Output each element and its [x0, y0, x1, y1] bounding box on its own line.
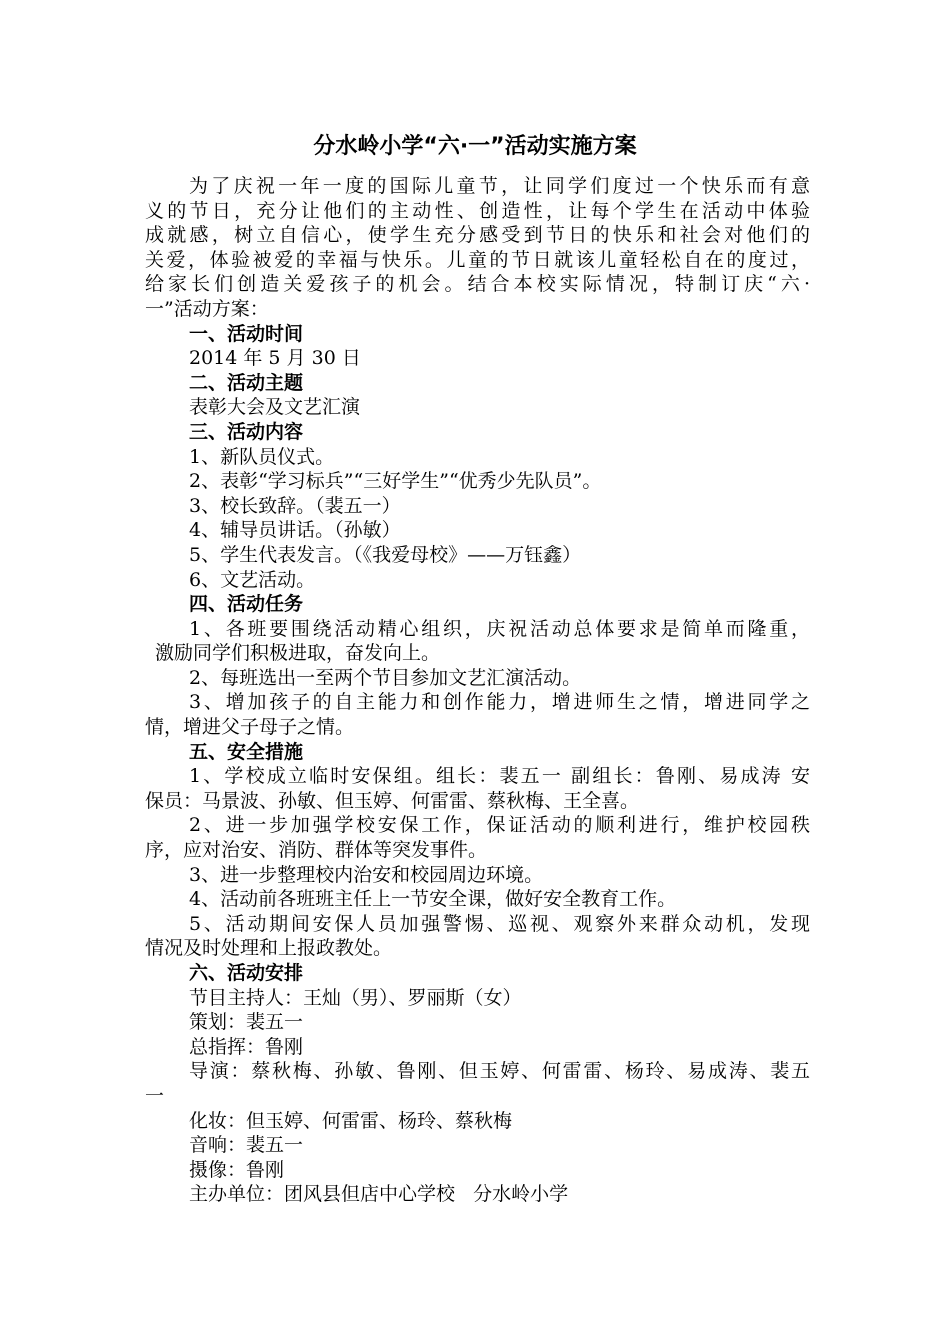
- arrangement-guide: 导演：蔡秋梅、孙敏、鲁刚、但玉婷、何雷雷、杨玲、易成涛、裴五: [189, 1060, 810, 1083]
- content-item: 5、学生代表发言。（《我爱母校》——万钰鑫）: [189, 543, 582, 566]
- activity-date: 2014 年 5 月 30 日: [189, 347, 361, 370]
- section-heading-tasks: 四、活动任务: [189, 593, 304, 616]
- task-item: 2、每班选出一至两个节目参加文艺汇演活动。: [189, 666, 582, 689]
- document-title: 分水岭小学“六·一”活动实施方案: [313, 134, 637, 159]
- arrangement-planner: 策划：裴五一: [189, 1011, 304, 1034]
- arrangement-makeup: 化妆：但玉婷、何雷雷、杨玲、蔡秋梅: [189, 1109, 513, 1132]
- intro-line: 给家长们创造关爱孩子的机会。结合本校实际情况，特制订庆“六·: [145, 273, 810, 296]
- arrangement-guide: 一: [145, 1084, 165, 1107]
- content-item: 4、辅导员讲话。（孙敏）: [189, 519, 401, 542]
- section-heading-time: 一、活动时间: [189, 322, 304, 345]
- section-heading-theme: 二、活动主题: [189, 371, 304, 394]
- document-body: [145, 174, 810, 1207]
- intro-line: 关爱，体验被爱的幸福与快乐。儿童的节日就该儿童轻松自在的度过，: [145, 248, 810, 271]
- intro-line: 一”活动方案：: [145, 297, 269, 320]
- safety-item: 4、活动前各班班主任上一节安全课，做好安全教育工作。: [189, 888, 677, 911]
- task-item: 情，增进父子母子之情。: [145, 716, 355, 739]
- section-heading-content: 三、活动内容: [189, 420, 304, 443]
- safety-item: 情况及时处理和上报政教处。: [145, 937, 393, 960]
- safety-item: 5、活动期间安保人员加强警惕、巡视、观察外来群众动机，发现: [189, 912, 810, 935]
- content-item: 3、校长致辞。（裴五一）: [189, 494, 401, 517]
- intro-line: 义的节日，充分让他们的主动性、创造性，让每个学生在活动中体验: [145, 199, 810, 222]
- arrangement-organizer: 主办单位：团风县但店中心学校 分水岭小学: [189, 1183, 569, 1206]
- section-heading-arrangement: 六、活动安排: [189, 962, 304, 984]
- arrangement-director: 总指挥：鲁刚: [189, 1035, 304, 1058]
- task-item: 激励同学们积极进取，奋发向上。: [155, 642, 441, 665]
- content-item: 1、新队员仪式。: [189, 445, 335, 468]
- intro-paragraph: [145, 174, 810, 322]
- task-item: 3、增加孩子的自主能力和创作能力，增进师生之情，增进同学之: [189, 691, 810, 714]
- safety-item: 1、学校成立临时安保组。组长：裴五一 副组长：鲁刚、易成涛 安: [189, 765, 810, 788]
- arrangement-camera: 摄像：鲁刚: [189, 1158, 285, 1181]
- arrangement-sound: 音响：裴五一: [189, 1134, 304, 1157]
- arrangement-host: 节目主持人：王灿（男）、罗丽斯（女）: [189, 986, 522, 1009]
- section-heading-safety: 五、安全措施: [189, 740, 304, 763]
- safety-item: 保员：马景波、孙敏、但玉婷、何雷雷、蔡秋梅、王全喜。: [145, 789, 640, 812]
- safety-item: 序，应对治安、消防、群体等突发事件。: [145, 839, 488, 862]
- content-item: 6、文艺活动。: [189, 568, 316, 591]
- intro-line: 为了庆祝一年一度的国际儿童节，让同学们度过一个快乐而有意: [189, 175, 810, 197]
- intro-line: 成就感，树立自信心，使学生充分感受到节日的快乐和社会对他们的: [145, 224, 810, 247]
- safety-item: 3、进一步整理校内治安和校园周边环境。: [189, 863, 544, 886]
- content-item: 2、表彰“学习标兵”“三好学生”“优秀少先队员”。: [189, 470, 602, 493]
- activity-theme: 表彰大会及文艺汇演: [189, 396, 361, 419]
- safety-item: 2、进一步加强学校安保工作，保证活动的顺利进行，维护校园秩: [189, 814, 810, 837]
- task-item: 1、各班要围绕活动精心组织，庆祝活动总体要求是简单而隆重，: [189, 617, 810, 640]
